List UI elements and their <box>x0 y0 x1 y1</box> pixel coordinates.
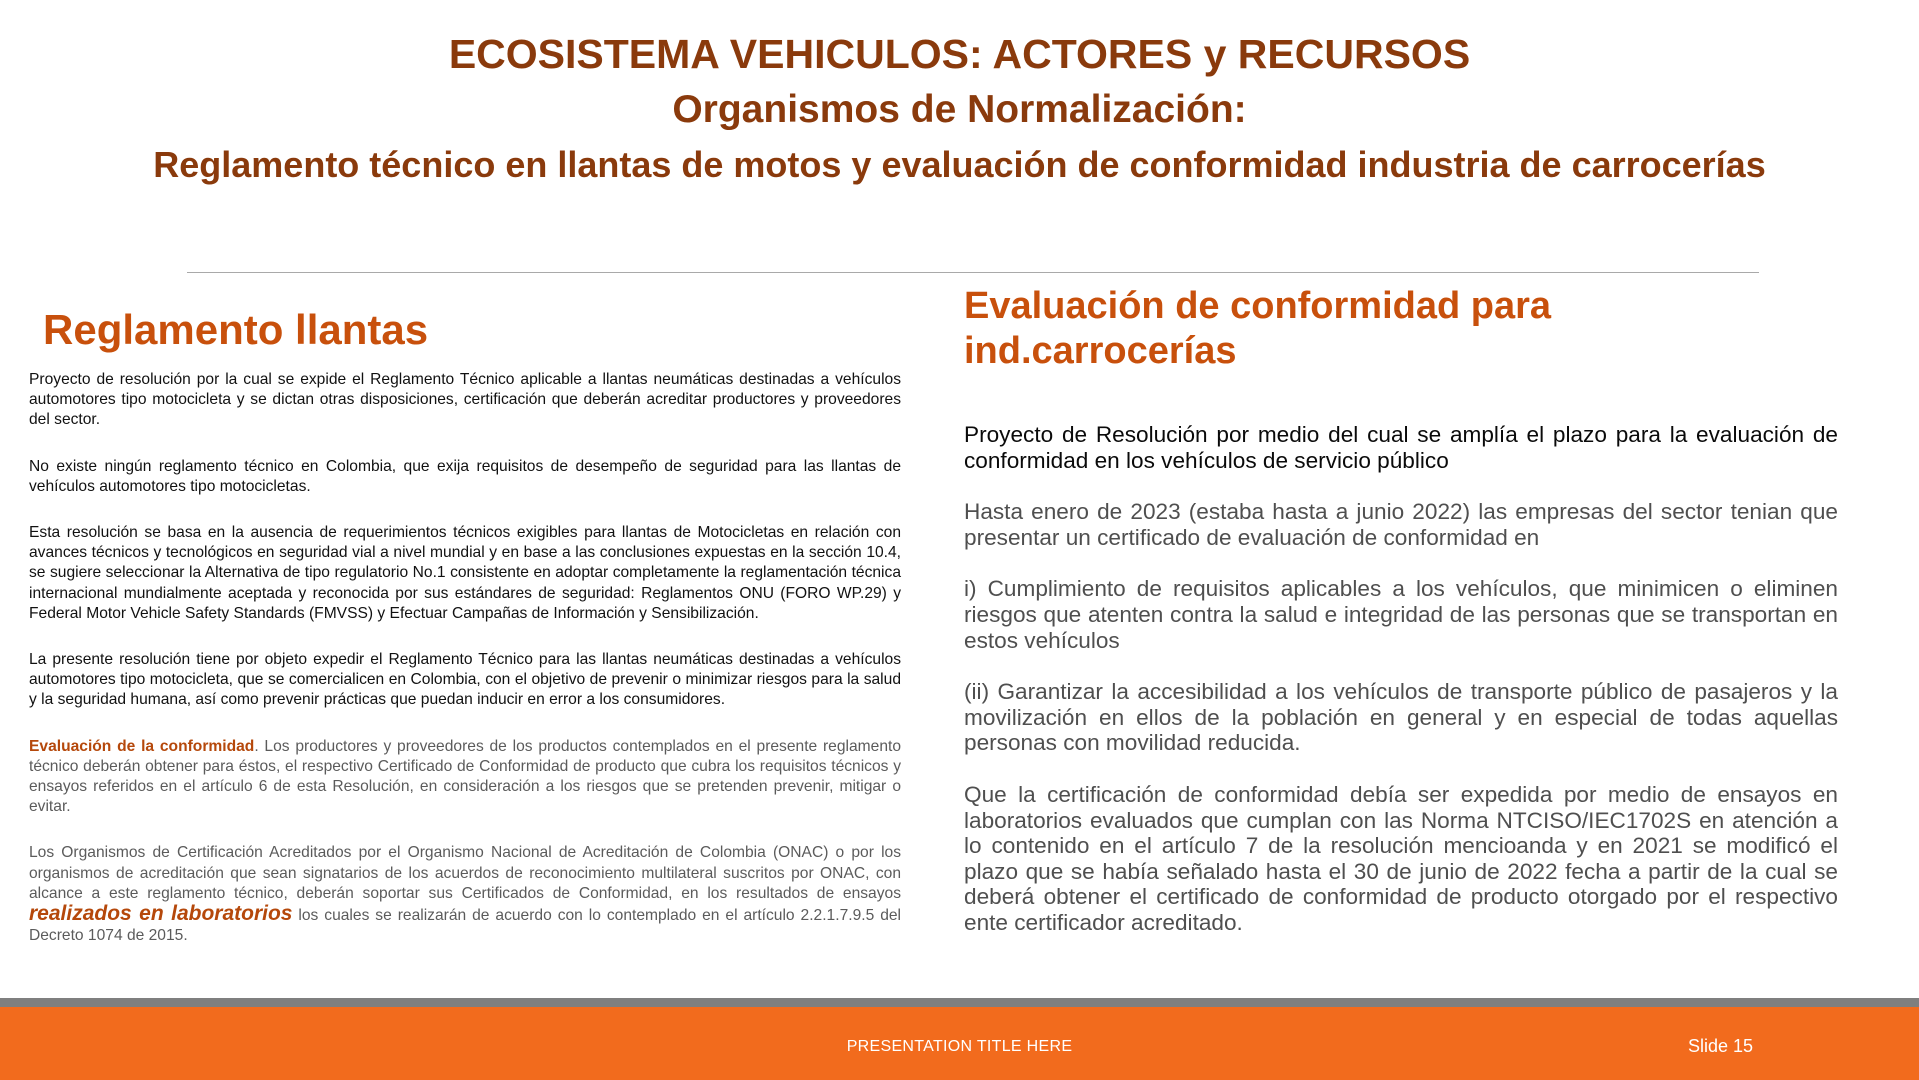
title-divider <box>187 272 1759 273</box>
slide-title-block <box>0 24 1919 194</box>
right-text-column <box>964 422 1838 962</box>
conformity-highlight: Evaluación de la conformidad <box>29 737 255 755</box>
right-paragraph-1: Proyecto de Resolución por medio del cual se amplía el plazo para la evaluación de conformidad en los vehículos de servicio público <box>964 422 1838 473</box>
laboratories-highlight: realizados en laboratorios <box>29 902 293 926</box>
left-paragraph-3: Esta resolución se basa en la ausencia de requerimientos técnicos exigibles para llantas de Motocicletas en relación con avances técnicos y tecnológicos en seguridad vial a nivel mundial y en base a las conclusiones expuestas en la sección 10.4, se sugiere seleccionar la Alternativa de tipo regulatorio No.1 consistente en adoptar completamente la reglamentación técnica internacional mundialmente aceptada y reconocida por sus estándares de seguridad: Reglamentos ONU (FORO WP.29) y Federal Motor Vehicle Safety Standards (FMVSS) y Efectuar Campañas de Información y Sensibilización. <box>29 524 901 622</box>
left-paragraph-5 <box>29 737 901 818</box>
slide-number: Slide 15 <box>1688 1036 1754 1056</box>
right-paragraph-4: (ii) Garantizar la accesibilidad a los vehículos de transporte público de pasajeros y la movilización en ellos de la población en general y en especial de todas aquellas personas con movilidad reducida. <box>964 679 1838 756</box>
left-paragraph-2: No existe ningún reglamento técnico en Colombia, que exija requisitos de desempeño de seguridad para las llantas de vehículos automotores tipo motocicletas. <box>29 457 901 495</box>
slide-subtitle-detail: Reglamento técnico en llantas de motos y evaluación de conformidad industria de carrocerías <box>153 144 1766 185</box>
right-paragraph-5: Que la certificación de conformidad debía ser expedida por medio de ensayos en laboratorios evaluados que cumplan con las Norma NTCISO/IEC1702S en atención a lo contenido en el artículo 7 de la resolución mencioanda y en 2021 se modificó el plazo que se había señalado hasta el 30 de junio de 2022 fecha a partir de la cual se deberá obtener el certificado de conformidad de producto otorgado por el respectivo ente certificador acreditado. <box>964 781 1838 935</box>
left-paragraph-4: La presente resolución tiene por objeto expedir el Reglamento Técnico para las llantas neumáticas destinadas a vehículos automotores tipo motocicleta, que se comercialicen en Colombia, con el objetivo de prevenir o minimizar riesgos para la salud y la seguridad humana, así como prevenir prácticas que puedan inducir en error a los consumidores. <box>29 651 901 709</box>
right-paragraph-3: i) Cumplimiento de requisitos aplicables a los vehículos, que minimicen o eliminen riesgos que atenten contra la salud e integridad de las personas que se transportan en estos vehículos <box>964 576 1838 653</box>
right-heading: Evaluación de conformidad para ind.carrocerías <box>964 285 1552 372</box>
footer-presentation-title: PRESENTATION TITLE HERE <box>846 1038 1073 1055</box>
right-paragraph-2: Hasta enero de 2023 (estaba hasta a junio 2022) las empresas del sector tenian que presentar un certificado de evaluación de conformidad en <box>964 499 1838 550</box>
slide-subtitle: Organismos de Normalización: <box>672 88 1247 131</box>
footer-separator <box>0 998 1919 1007</box>
left-paragraph-6 <box>29 843 901 946</box>
left-paragraph-6-text-a: Los Organismos de Certificación Acreditados por el Organismo Nacional de Acreditación de Colombia (ONAC) o por los organismos de acreditación que sean signatarios de los acuerdos de reconocimiento multilateral suscritos por ONAC, con alcance a este reglamento técnico, deberán soportar sus Certificados de Conformidad, en los resultados de ensayos <box>29 844 901 902</box>
left-text-column <box>29 370 901 972</box>
slide-title: ECOSISTEMA VEHICULOS: ACTORES y RECURSOS <box>448 31 1471 77</box>
left-paragraph-1: Proyecto de resolución por la cual se expide el Reglamento Técnico aplicable a llantas neumáticas destinadas a vehículos automotores tipo motocicleta y se dictan otras disposiciones, certificación que deberán acreditar productores y proveedores del sector. <box>29 371 901 429</box>
left-heading: Reglamento llantas <box>43 306 429 353</box>
left-paragraph-5-text: . Los productores y proveedores de los productos contemplados en el presente reglamento técnico deberán obtener para éstos, el respectivo Certificado de Conformidad de producto que cubra los requisitos técnicos y ensayos referidos en el artículo 6 de esta Resolución, en consideración a los riesgos que se pretenden prevenir, mitigar o evitar. <box>29 737 901 816</box>
left-paragraph-6-text-b: los cuales se realizarán de acuerdo con lo contemplado en el artículo 2.2.1.7.9.5 del Decreto 1074 de 2015. <box>29 907 901 945</box>
